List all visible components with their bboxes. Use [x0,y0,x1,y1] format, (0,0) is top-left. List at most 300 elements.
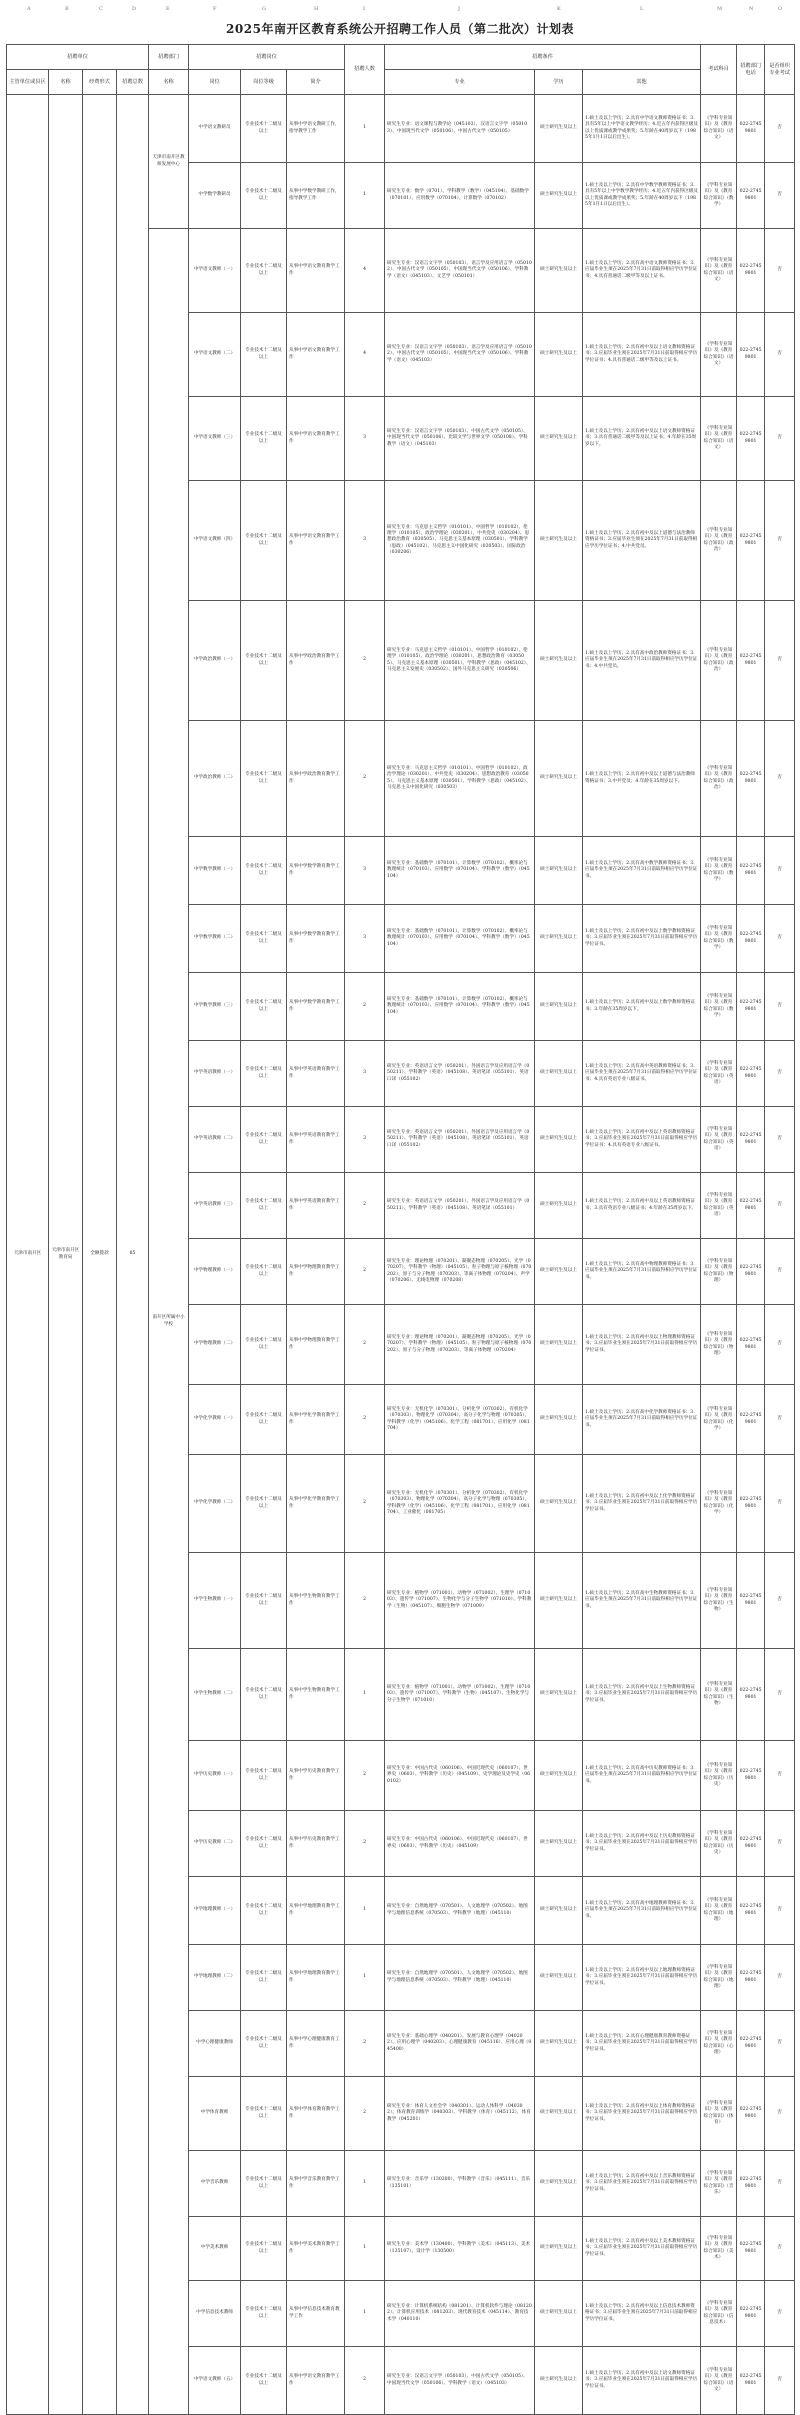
professional-test-cell: 否 [765,397,795,481]
phone-cell: 022-27459801 [737,2011,765,2077]
major-cell: 研究生专业：汉语言文字学（050103）、中国古代文学（050105）、中国现当代文学（050106）、学科教学（语文）（045103） [385,2347,535,2415]
post-name-cell: 中学英语教师（一） [189,1041,241,1107]
major-cell: 研究生专业：中国古代史（060106）、中国近现代史（060107）、世界史（0603）、学科教学（历史）（045109） [385,1811,535,1877]
professional-test-cell: 否 [765,1305,795,1385]
phone-cell: 022-27459801 [737,1811,765,1877]
exam-subject-cell: 《学科专业知识》及《教育综合知识》（信息技术） [701,2281,737,2347]
post-duty-cell: 从事中学英语教育教学工作 [287,1107,345,1173]
post-level-cell: 专业技术十二级及以上 [241,721,287,837]
column-letter: M [717,6,723,12]
post-level-cell: 专业技术十二级及以上 [241,2151,287,2217]
education-cell: 硕士研究生及以上 [535,95,583,163]
post-duty-cell: 从事中学音乐教育教学工作 [287,2151,345,2217]
other-requirements-cell: 1.硕士及以上学历；2.具有高中生物教师资格证书；3.应届毕业生须在2025年7月31日前取得相应学历学位证书。 [583,1553,701,1649]
major-cell: 研究生专业：英语语言文学（050201）、外国语言学及应用语言学（050211）、学科教学（英语）（045108）、英语笔译（055101） [385,1173,535,1239]
headcount-cell: 3 [345,1041,385,1107]
major-cell: 研究生专业：体育人文社会学（040301）、运动人体科学（040302）、体育教育训练学（040303）、学科教学（体育）（045112）、体育教学（045201） [385,2077,535,2151]
major-cell: 研究生专业：音乐学（130200）、学科教学（音乐）（045111）、音乐（135101） [385,2151,535,2217]
column-letter: F [213,6,217,12]
major-cell: 研究生专业：马克思主义哲学（010101）、中国哲学（010102）、伦理学（010105）、政治学理论（030201）、思想政治教育（030505）、马克思主义基本原理（030501）、学科教学（思政）（045102）、马克思主义发展史（030502）、国外马克思主义研究（030506） [385,601,535,721]
header-dept-group: 招聘部门 [149,45,189,70]
major-cell: 研究生专业：美术学（130400）、学科教学（美术）（045113）、美术（135107）、设计学（130500） [385,2217,535,2281]
exam-subject-cell: 《学科专业知识》及《教育综合知识》（政治） [701,601,737,721]
education-cell: 硕士研究生及以上 [535,1173,583,1239]
education-cell: 硕士研究生及以上 [535,1305,583,1385]
column-letter: K [557,6,561,12]
post-duty-cell: 从事中学美术教育教学工作 [287,2217,345,2281]
post-level-cell: 专业技术十二级及以上 [241,2281,287,2347]
post-level-cell: 专业技术十二级及以上 [241,1741,287,1811]
header-funding: 经费形式 [83,70,117,95]
education-cell: 硕士研究生及以上 [535,397,583,481]
professional-test-cell: 否 [765,2151,795,2217]
other-requirements-cell: 1.硕士及以上学历；2.具有高中语文教师资格证书；3.应届毕业生须在2025年7月31日前取得相应学历学位证书；4.具有普通话二级甲等及以上证书。 [583,229,701,313]
unit-competent-cell: 天津市南开区 [7,95,49,2415]
education-cell: 硕士研究生及以上 [535,1649,583,1741]
professional-test-cell: 否 [765,973,795,1041]
column-letter: A [27,6,31,12]
education-cell: 硕士研究生及以上 [535,1455,583,1553]
education-cell: 硕士研究生及以上 [535,1811,583,1877]
other-requirements-cell: 1.硕士及以上学历；2.具有初中及以上地理教师资格证书；3.应届毕业生须在2025年7月31日前取得相应学历学位证书。 [583,1945,701,2011]
education-cell: 硕士研究生及以上 [535,2151,583,2217]
post-level-cell: 专业技术十二级及以上 [241,601,287,721]
headcount-cell: 2 [345,1239,385,1305]
phone-cell: 022-27459801 [737,1107,765,1173]
exam-subject-cell: 《学科专业知识》及《教育综合知识》（历史） [701,1811,737,1877]
post-level-cell: 专业技术十二级及以上 [241,1649,287,1741]
post-duty-cell: 从事中学化学教育教学工作 [287,1385,345,1455]
post-name-cell: 中学生物教师（二） [189,1649,241,1741]
post-level-cell: 专业技术十二级及以上 [241,1173,287,1239]
exam-subject-cell: 《学科专业知识》及《教育综合知识》（地理） [701,1877,737,1945]
other-requirements-cell: 1.硕士及以上学历；2.具有高中地理教师资格证书；3.应届毕业生须在2025年7月31日前取得相应学历学位证书。 [583,1877,701,1945]
headcount-cell: 4 [345,313,385,397]
column-letter: B [65,6,69,12]
phone-cell: 022-27459801 [737,2151,765,2217]
education-cell: 硕士研究生及以上 [535,2011,583,2077]
phone-cell: 022-27459801 [737,1173,765,1239]
column-letter-bar [0,4,800,16]
headcount-cell: 2 [345,1811,385,1877]
post-duty-cell: 从事中学历史教育教学工作 [287,1741,345,1811]
exam-subject-cell: 《学科专业知识》及《教育综合知识》（英语） [701,1107,737,1173]
post-level-cell: 专业技术十二级及以上 [241,837,287,905]
post-level-cell: 专业技术十二级及以上 [241,1945,287,2011]
education-cell: 硕士研究生及以上 [535,2077,583,2151]
phone-cell: 022-27459801 [737,905,765,973]
table-body [7,95,795,2415]
phone-cell: 022-27459801 [737,721,765,837]
other-requirements-cell: 1.硕士及以上学历；2.具有初中及以上语文教师资格证书；3.具有普通话二级甲等及以上证书；4.年龄在35周岁以下。 [583,397,701,481]
exam-subject-cell: 《学科专业知识》及《教育综合知识》（英语） [701,1173,737,1239]
post-name-cell: 中学信息技术教师 [189,2281,241,2347]
headcount-cell: 1 [345,2281,385,2347]
exam-subject-cell: 《学科专业知识》及《教育综合知识》（美术） [701,2217,737,2281]
post-level-cell: 专业技术十二级及以上 [241,1041,287,1107]
post-level-cell: 专业技术十二级及以上 [241,1877,287,1945]
phone-cell: 022-27459801 [737,2077,765,2151]
unit-total-cell: 85 [117,95,149,2415]
header-dept-name: 名称 [149,70,189,95]
headcount-cell: 2 [345,2347,385,2415]
headcount-cell: 1 [345,1649,385,1741]
professional-test-cell: 否 [765,229,795,313]
post-name-cell: 中学语文教师（五） [189,2347,241,2415]
phone-cell: 022-27459801 [737,601,765,721]
other-requirements-cell: 1.硕士及以上学历；2.具有初中及以上数学教师资格证书；3.应届毕业生须在2025年7月31日前取得相应学历学位证书。 [583,905,701,973]
post-level-cell: 专业技术十二级及以上 [241,313,287,397]
headcount-cell: 1 [345,163,385,229]
headcount-cell: 1 [345,1877,385,1945]
exam-subject-cell: 《学科专业知识》及《教育综合知识》（数学） [701,905,737,973]
major-cell: 研究生专业：汉语言文字学（050103）、语言学及应用语言学（050102）、中国古代文学（050105）、中国现当代文学（050106）、学科教学（语文）（045103） [385,313,535,397]
post-level-cell: 专业技术十二级及以上 [241,95,287,163]
major-cell: 研究生专业：语文课程与教学论（045103）、汉语言文字学（050103）、中国现当代文学（050106）、中国古代文学（050105） [385,95,535,163]
post-level-cell: 专业技术十二级及以上 [241,1107,287,1173]
other-requirements-cell: 1.硕士及以上学历；2.具有初中及以上化学教师资格证书；3.应届毕业生须在2025年7月31日前取得相应学历学位证书。 [583,1455,701,1553]
post-duty-cell: 从事中学英语教育教学工作 [287,1173,345,1239]
post-name-cell: 中学物理教师（一） [189,1239,241,1305]
exam-subject-cell: 《学科专业知识》及《教育综合知识》（体育） [701,2077,737,2151]
other-requirements-cell: 1.硕士及以上学历；2.具有心理健康教育教师资格证书；3.应届毕业生须在2025年7月31日前取得相应学历学位证书。 [583,2011,701,2077]
other-requirements-cell: 1.硕士及以上学历；2.具有初中及以上语文教师资格证书；3.应届毕业生须在2025年7月31日前取得相应学历学位证书。 [583,2347,701,2415]
headcount-cell: 4 [345,229,385,313]
post-name-cell: 中学英语教师（三） [189,1173,241,1239]
phone-cell: 022-27459801 [737,1741,765,1811]
post-duty-cell: 从事中学语文教育教学工作 [287,229,345,313]
header-duty: 简介 [287,70,345,95]
major-cell: 研究生专业：基础数学（070101）、计算数学（070102）、概率论与数理统计（070103）、应用数学（070104）、学科教学（数学）（045104） [385,973,535,1041]
other-requirements-cell: 1.硕士及以上学历；2.具有初中及以上道德与法治教师资格证书；3.中共党员；4.年龄在35周岁以下。 [583,721,701,837]
phone-cell: 022-27459801 [737,1239,765,1305]
exam-subject-cell: 《学科专业知识》及《教育综合知识》（语文） [701,95,737,163]
other-requirements-cell: 1.硕士及以上学历；2.具有初中及以上生物教师资格证书；3.应届毕业生须在2025年7月31日前取得相应学历学位证书。 [583,1649,701,1741]
major-cell: 研究生专业：数学（0701）、学科教学（数学）（045104）、基础数学（070101）、应用数学（070104）、计算数学（070102） [385,163,535,229]
professional-test-cell: 否 [765,1811,795,1877]
professional-test-cell: 否 [765,601,795,721]
post-name-cell: 中学数学教师（二） [189,905,241,973]
exam-subject-cell: 《学科专业知识》及《教育综合知识》（生物） [701,1553,737,1649]
column-letter: I [363,6,365,12]
unit-name-cell: 天津市南开区教育局 [49,95,83,2415]
other-requirements-cell: 1.硕士及以上学历；2.具有初中及以上音乐教师资格证书；3.应届毕业生须在2025年7月31日前取得相应学历学位证书。 [583,2151,701,2217]
post-level-cell: 专业技术十二级及以上 [241,2077,287,2151]
post-duty-cell: 从事中学地理教育教学工作 [287,1877,345,1945]
exam-subject-cell: 《学科专业知识》及《教育综合知识》（地理） [701,1945,737,2011]
post-name-cell: 中学政治教师（一） [189,601,241,721]
major-cell: 研究生专业：汉语言文字学（050103）、中国古代文学（050105）、中国现当代文学（050106）、比较文学与世界文学（050108）、学科教学（语文）（045103） [385,397,535,481]
recruitment-plan-table [6,44,795,2415]
header-conditions-group: 招聘条件 [385,45,701,70]
phone-cell: 022-27459801 [737,1455,765,1553]
header-post: 岗位 [189,70,241,95]
post-duty-cell: 从事中学生物教育教学工作 [287,1553,345,1649]
exam-subject-cell: 《学科专业知识》及《教育综合知识》（生物） [701,1649,737,1741]
major-cell: 研究生专业：马克思主义哲学（010101）、中国哲学（010102）、伦理学（010105）、政治学理论（030201）、中共党史（030204）、思想政治教育（030505）、马克思主义基本原理（030501）、学科教学（思政）（045102）、马克思主义中国化研究（030503）、国际政治（030206） [385,481,535,601]
headcount-cell: 3 [345,1107,385,1173]
professional-test-cell: 否 [765,2077,795,2151]
header-education: 学历 [535,70,583,95]
post-name-cell: 中学历史教师（一） [189,1741,241,1811]
post-name-cell: 中学语文教师（三） [189,397,241,481]
education-cell: 硕士研究生及以上 [535,163,583,229]
header-level: 岗位等级 [241,70,287,95]
post-level-cell: 专业技术十二级及以上 [241,1553,287,1649]
post-duty-cell: 从事中学政治教育教学工作 [287,721,345,837]
post-duty-cell: 从事中学心理健康教育工作 [287,2011,345,2077]
phone-cell: 022-27459801 [737,2217,765,2281]
department-name-cell: 南开区所属中小学校 [149,229,189,2415]
phone-cell: 022-27459801 [737,973,765,1041]
phone-cell: 022-27459801 [737,163,765,229]
professional-test-cell: 否 [765,721,795,837]
education-cell: 硕士研究生及以上 [535,2347,583,2415]
column-letter: J [458,6,461,12]
post-name-cell: 中学语文教师（二） [189,313,241,397]
exam-subject-cell: 《学科专业知识》及《教育综合知识》（语文） [701,313,737,397]
department-name-cell: 天津市南开区教师发展中心 [149,95,189,229]
professional-test-cell: 否 [765,95,795,163]
phone-cell: 022-27459801 [737,1385,765,1455]
other-requirements-cell: 1.硕士及以上学历；2.具有中学数学教师资格证书；3.具有5年以上中学数学教学经历；4.近五年内获得区级及以上优质课或教学成果奖；5.年龄在40周岁以下（1985年1月1日以后出生）。 [583,163,701,229]
header-competent: 主管单位或县区 [7,70,49,95]
professional-test-cell: 否 [765,1041,795,1107]
headcount-cell: 2 [345,1385,385,1455]
major-cell: 研究生专业：马克思主义哲学（010101）、中国哲学（010102）、政治学理论（030201）、中共党史（030204）、思想政治教育（030505）、马克思主义基本原理（030501）、学科教学（思政）（045102）、马克思主义中国化研究（030503） [385,721,535,837]
education-cell: 硕士研究生及以上 [535,1107,583,1173]
professional-test-cell: 否 [765,1107,795,1173]
post-name-cell: 中学数学教研员 [189,163,241,229]
professional-test-cell: 否 [765,837,795,905]
post-name-cell: 中学数学教师（三） [189,973,241,1041]
post-duty-cell: 从事中学数学教育教学工作 [287,837,345,905]
headcount-cell: 1 [345,2217,385,2281]
education-cell: 硕士研究生及以上 [535,1741,583,1811]
post-duty-cell: 从事中学生物教育教学工作 [287,1649,345,1741]
header-unit-name: 名称 [49,70,83,95]
education-cell: 硕士研究生及以上 [535,1239,583,1305]
post-duty-cell: 从事中学信息技术教育教学工作 [287,2281,345,2347]
post-name-cell: 中学体育教师 [189,2077,241,2151]
post-name-cell: 中学物理教师（二） [189,1305,241,1385]
column-letter: C [99,6,103,12]
post-name-cell: 中学心理健康教师 [189,2011,241,2077]
exam-subject-cell: 《学科专业知识》及《教育综合知识》（数学） [701,837,737,905]
post-name-cell: 中学化学教师（二） [189,1455,241,1553]
phone-cell: 022-27459801 [737,1945,765,2011]
phone-cell: 022-27459801 [737,1305,765,1385]
post-level-cell: 专业技术十二级及以上 [241,2217,287,2281]
headcount-cell: 2 [345,973,385,1041]
major-cell: 研究生专业：汉语言文字学（050103）、语言学及应用语言学（050102）、中国古代文学（050105）、中国现当代文学（050106）、学科教学（语文）（045103）、文艺学（050101） [385,229,535,313]
exam-subject-cell: 《学科专业知识》及《教育综合知识》（历史） [701,1741,737,1811]
exam-subject-cell: 《学科专业知识》及《教育综合知识》（化学） [701,1385,737,1455]
education-cell: 硕士研究生及以上 [535,721,583,837]
exam-subject-cell: 《学科专业知识》及《教育综合知识》（英语） [701,1041,737,1107]
column-letter: O [778,6,783,12]
major-cell: 研究生专业：植物学（071001）、动物学（071002）、生理学（071003）、遗传学（071007）、学科教学（生物）（045107）、生物化学与分子生物学（071010） [385,1649,535,1741]
major-cell: 研究生专业：计算机系统结构（081201）、计算机软件与理论（081202）、计算机应用技术（081203）、现代教育技术（045114）、教育技术学（040110） [385,2281,535,2347]
post-level-cell: 专业技术十二级及以上 [241,973,287,1041]
post-name-cell: 中学生物教师（一） [189,1553,241,1649]
professional-test-cell: 否 [765,1173,795,1239]
header-headcount: 招聘人数 [345,45,385,95]
header-major: 专业 [385,70,535,95]
post-level-cell: 专业技术十二级及以上 [241,2347,287,2415]
post-level-cell: 专业技术十二级及以上 [241,1811,287,1877]
table-row [7,95,795,163]
headcount-cell: 2 [345,1305,385,1385]
headcount-cell: 2 [345,2011,385,2077]
professional-test-cell: 否 [765,1553,795,1649]
other-requirements-cell: 1.硕士及以上学历；2.具有高中化学教师资格证书；3.应届毕业生须在2025年7月31日前取得相应学历学位证书。 [583,1385,701,1455]
other-requirements-cell: 1.硕士及以上学历；2.具有初中及以上物理教师资格证书；3.应届毕业生须在2025年7月31日前取得相应学历学位证书。 [583,1305,701,1385]
phone-cell: 022-27459801 [737,1877,765,1945]
headcount-cell: 3 [345,905,385,973]
other-requirements-cell: 1.硕士及以上学历；2.具有初中及以上英语教师资格证书；3.应届毕业生须在2025年7月31日前取得相应学历学位证书；4.具有英语专业八级证书。 [583,1107,701,1173]
post-name-cell: 中学音乐教师 [189,2151,241,2217]
education-cell: 硕士研究生及以上 [535,973,583,1041]
exam-subject-cell: 《学科专业知识》及《教育综合知识》（物理） [701,1239,737,1305]
post-level-cell: 专业技术十二级及以上 [241,1239,287,1305]
post-level-cell: 专业技术十二级及以上 [241,1385,287,1455]
major-cell: 研究生专业：无机化学（070301）、分析化学（070302）、有机化学（070303）、物理化学（070304）、高分子化学与物理（070305）、学科教学（化学）（045106）、化学工程（081701）、应用化学（081704） [385,1385,535,1455]
major-cell: 研究生专业：植物学（071001）、动物学（071002）、生理学（071003）、遗传学（071007）、生物化学与分子生物学（071010）、学科教学（生物）（045107）、细胞生物学（071009） [385,1553,535,1649]
header-row-columns [7,70,795,95]
headcount-cell: 2 [345,1455,385,1553]
other-requirements-cell: 1.硕士及以上学历；2.具有初中及以上美术教师资格证书；3.应届毕业生须在2025年7月31日前取得相应学历学位证书。 [583,2217,701,2281]
post-duty-cell: 从事中学语文教育教学工作 [287,397,345,481]
post-duty-cell: 从事中学政治教育教学工作 [287,601,345,721]
phone-cell: 022-27459801 [737,1553,765,1649]
professional-test-cell: 否 [765,2347,795,2415]
professional-test-cell: 否 [765,1741,795,1811]
other-requirements-cell: 1.硕士及以上学历；2.具有高中数学教师资格证书；3.应届毕业生须在2025年7月31日前取得相应学历学位证书。 [583,837,701,905]
headcount-cell: 2 [345,721,385,837]
major-cell: 研究生专业：基础心理学（040201）、发展与教育心理学（040202）、应用心理学（040203）、心理健康教育（045116）、应用心理（045400） [385,2011,535,2077]
major-cell: 研究生专业：基础数学（070101）、计算数学（070102）、概率论与数理统计（070103）、应用数学（070104）、学科教学（数学）（045104） [385,905,535,973]
phone-cell: 022-27459801 [737,2347,765,2415]
header-row-group [7,45,795,70]
headcount-cell: 3 [345,837,385,905]
exam-subject-cell: 《学科专业知识》及《教育综合知识》（语文） [701,229,737,313]
header-unit-group: 招聘单位 [7,45,149,70]
education-cell: 硕士研究生及以上 [535,905,583,973]
major-cell: 研究生专业：英语语言文学（050201）、外国语言学及应用语言学（050211）、学科教学（英语）（045108）、英语笔译（055101）、英语口译（055102） [385,1041,535,1107]
professional-test-cell: 否 [765,1945,795,2011]
post-level-cell: 专业技术十二级及以上 [241,397,287,481]
education-cell: 硕士研究生及以上 [535,313,583,397]
post-name-cell: 中学语文教师（一） [189,229,241,313]
other-requirements-cell: 1.硕士及以上学历；2.具有初中及以上信息技术教师资格证书；3.应届毕业生须在2025年7月31日前取得相应学历学位证书。 [583,2281,701,2347]
phone-cell: 022-27459801 [737,1041,765,1107]
column-letter: N [749,6,754,12]
headcount-cell: 1 [345,95,385,163]
column-letter: L [640,6,644,12]
post-duty-cell: 从事中学语文教育教学工作 [287,313,345,397]
major-cell: 研究生专业：基础数学（070101）、计算数学（070102）、概率论与数理统计（070103）、应用数学（070104）、学科教学（数学）（045104） [385,837,535,905]
exam-subject-cell: 《学科专业知识》及《教育综合知识》（语文） [701,397,737,481]
other-requirements-cell: 1.硕士及以上学历；2.具有高中历史教师资格证书；3.应届毕业生须在2025年7月31日前取得相应学历学位证书。 [583,1741,701,1811]
post-level-cell: 专业技术十二级及以上 [241,229,287,313]
post-name-cell: 中学历史教师（二） [189,1811,241,1877]
header-other: 其他 [583,70,701,95]
document-title: 2025年南开区教育系统公开招聘工作人员（第二批次）计划表 [226,22,574,36]
phone-cell: 022-27459801 [737,95,765,163]
other-requirements-cell: 1.硕士及以上学历；2.具有中学语文教师资格证书；3.具有5年以上中学语文教学经历；4.近五年内获得区级及以上优质课或教学成果奖；5.年龄在40周岁以下（1985年1月1日以后出生）。 [583,95,701,163]
professional-test-cell: 否 [765,1455,795,1553]
other-requirements-cell: 1.硕士及以上学历；2.具有高中政治教师资格证书；3.应届毕业生须在2025年7月31日前取得相应学历学位证书；4.中共党员。 [583,601,701,721]
professional-test-cell: 否 [765,1877,795,1945]
exam-subject-cell: 《学科专业知识》及《教育综合知识》（音乐） [701,2151,737,2217]
headcount-cell: 2 [345,1741,385,1811]
education-cell: 硕士研究生及以上 [535,481,583,601]
major-cell: 研究生专业：自然地理学（070501）、人文地理学（070502）、地图学与地理信息系统（070503）、学科教学（地理）（045110） [385,1877,535,1945]
post-duty-cell: 从事中学体育教育教学工作 [287,2077,345,2151]
education-cell: 硕士研究生及以上 [535,837,583,905]
post-name-cell: 中学语文教师（四） [189,481,241,601]
professional-test-cell: 否 [765,1239,795,1305]
major-cell: 研究生专业：理论物理（070201）、凝聚态物理（070205）、光学（070207）、学科教学（物理）（045105）、粒子物理与原子核物理（070202）、原子与分子物理（070203）、等离子体物理（070204）、声学（070206）、无线电物理（070208） [385,1239,535,1305]
header-exam-subject: 考试科目 [701,45,737,95]
post-level-cell: 专业技术十二级及以上 [241,905,287,973]
post-duty-cell: 从事中学语文教育教学工作 [287,481,345,601]
post-level-cell: 专业技术十二级及以上 [241,481,287,601]
header-total: 招聘总数 [117,70,149,95]
professional-test-cell: 否 [765,2011,795,2077]
post-duty-cell: 从事中学历史教育教学工作 [287,1811,345,1877]
header-professional-test: 是否组织专业考试 [765,45,795,95]
education-cell: 硕士研究生及以上 [535,601,583,721]
professional-test-cell: 否 [765,905,795,973]
post-name-cell: 中学化学教师（一） [189,1385,241,1455]
post-duty-cell: 从事中学地理教育教学工作 [287,1945,345,2011]
professional-test-cell: 否 [765,2281,795,2347]
other-requirements-cell: 1.硕士及以上学历；2.具有初中及以上道德与法治教师资格证书；3.应届毕业生须在2025年7月31日前取得相应学历学位证书；4.中共党员。 [583,481,701,601]
other-requirements-cell: 1.硕士及以上学历；2.具有高中物理教师资格证书；3.应届毕业生须在2025年7月31日前取得相应学历学位证书。 [583,1239,701,1305]
post-level-cell: 专业技术十二级及以上 [241,1455,287,1553]
post-duty-cell: 从事中学物理教育教学工作 [287,1239,345,1305]
post-name-cell: 中学美术教师 [189,2217,241,2281]
phone-cell: 022-27459801 [737,2281,765,2347]
phone-cell: 022-27459801 [737,1649,765,1741]
headcount-cell: 1 [345,1945,385,2011]
other-requirements-cell: 1.硕士及以上学历；2.具有初中及以上历史教师资格证书；3.应届毕业生须在2025年7月31日前取得相应学历学位证书。 [583,1811,701,1877]
major-cell: 研究生专业：英语语言文学（050201）、外国语言学及应用语言学（050211）、学科教学（英语）（045108）、英语笔译（055101）、英语口译（055102） [385,1107,535,1173]
major-cell: 研究生专业：自然地理学（070501）、人文地理学（070502）、地图学与地理信息系统（070503）、学科教学（地理）（045110） [385,1945,535,2011]
post-level-cell: 专业技术十二级及以上 [241,163,287,229]
exam-subject-cell: 《学科专业知识》及《教育综合知识》（数学） [701,163,737,229]
post-level-cell: 专业技术十二级及以上 [241,1305,287,1385]
headcount-cell: 3 [345,481,385,601]
phone-cell: 022-27459801 [737,837,765,905]
exam-subject-cell: 《学科专业知识》及《教育综合知识》（政治） [701,481,737,601]
post-duty-cell: 从事中学物理教育教学工作 [287,1305,345,1385]
exam-subject-cell: 《学科专业知识》及《教育综合知识》（化学） [701,1455,737,1553]
post-name-cell: 中学英语教师（二） [189,1107,241,1173]
professional-test-cell: 否 [765,163,795,229]
post-name-cell: 中学地理教师（二） [189,1945,241,2011]
column-letter: D [132,6,137,12]
major-cell: 研究生专业：理论物理（070201）、凝聚态物理（070205）、光学（070207）、学科教学（物理）（045105）、粒子物理与原子核物理（070202）、原子与分子物理（070203）、等离子体物理（070204） [385,1305,535,1385]
exam-subject-cell: 《学科专业知识》及《教育综合知识》（政治） [701,721,737,837]
post-name-cell: 中学政治教师（二） [189,721,241,837]
exam-subject-cell: 《学科专业知识》及《教育综合知识》（物理） [701,1305,737,1385]
post-duty-cell: 从事中学化学教育教学工作 [287,1455,345,1553]
other-requirements-cell: 1.硕士及以上学历；2.具有初中及以上数学教师资格证书；3.年龄在35周岁以下。 [583,973,701,1041]
education-cell: 硕士研究生及以上 [535,2281,583,2347]
